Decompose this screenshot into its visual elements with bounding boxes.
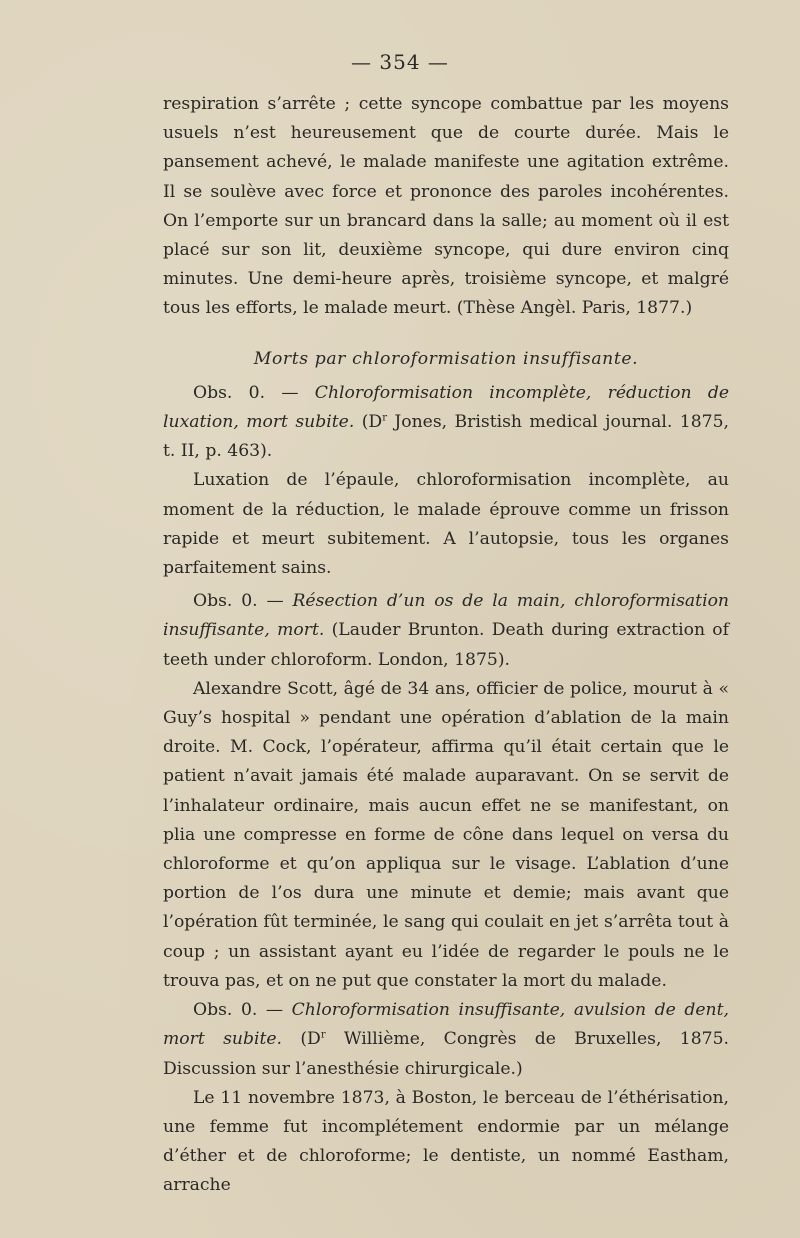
observation-3-prefix: Obs. 0. — [193, 1000, 292, 1021]
observation-1-title: Chloroformisation incomplète, réduction de luxation, mort subite. [163, 382, 729, 433]
observation-3-title: Chloroformisation insuffisante, avulsion de dent, mort subite. [163, 1000, 729, 1050]
observation-3-ref-start: (D [282, 1029, 321, 1050]
observation-3-ref-sup: r [320, 1029, 326, 1041]
observation-2-body: Alexandre Scott, âgé de 34 ans, officier de police, mourut à « Guy’s hospital » pendant une opération d’ablation de la main droite. M. Cock, l’opérateur, affirma qu’il était certain que le patient n’avait jamais été malade auparavant. On se servit de l’inhalateur ordinaire, mais aucun effet ne se manifestant, on plia une compresse en forme de cône dans lequel on versa du chloroforme et qu’on appliqua sur le visage. L’ablation d’une portion de l’os dura une minute et demie; mais avant que l’opération fût terminée, le sang qui coulait en jet s’arrêta tout à coup ; un assistant ayant eu l’idée de regarder le pouls ne le trouva pas, et on ne put que constater la mort du malade. [163, 678, 729, 991]
observation-1-ref-end: Jones, Bristish medical journal. 1875, t. II, p. 463). [163, 412, 729, 462]
observation-2-header [163, 587, 729, 675]
observation-2-ref: (Lauder Brunton. Death during extraction of teeth under chloroform. London, 1875). [163, 620, 729, 670]
paragraph-continuation: respiration s’arrête ; cette syncope combattue par les moyens usuels n’est heureusement que de courte durée. Mais le pansement achevé, le malade manifeste une agitation extrême. Il se soulève avec force et prononce des paroles incohérentes. On l’emporte sur un brancard dans la salle; au moment où il est placé sur son lit, deuxième syncope, qui dure environ cinq minutes. Une demi-heure après, troisième syncope, et malgré tous les efforts, le malade meurt. (Thèse Angèl. Paris, 1877.) [163, 94, 729, 319]
observation-3-ref-end: Willième, Congrès de Bruxelles, 1875. Discussion sur l’anesthésie chirurgicale.) [163, 1029, 729, 1079]
page-number: — 354 — [351, 50, 449, 74]
observation-1-prefix: Obs. 0. — [193, 382, 315, 403]
observation-1-ref-start: (D [354, 412, 383, 433]
observation-1-body: Luxation de l’épaule, chloroformisation incomplète, au moment de la réduction, le malade éprouve comme un frisson rapide et meurt subitement. A l’autopsie, tous les organes parfaitement sains. [163, 470, 729, 579]
observation-3-body: Le 11 novembre 1873, à Boston, le berceau de l’éthérisation, une femme fut incomplétement endormie par un mélange d’éther et de chloroforme; le dentiste, un nommé Eastham, arrache [163, 1087, 729, 1196]
observation-2-prefix: Obs. 0. — [193, 591, 293, 612]
observation-3-header [163, 996, 729, 1084]
page-body [163, 90, 729, 1201]
observation-2-title: Résection d’un os de la main, chloroformisation insuffisante, mort. [163, 591, 729, 641]
observation-1-ref-sup: r [382, 412, 387, 424]
observation-1-header [163, 379, 729, 467]
section-heading: Morts par chloroformisation insuffisante. [253, 348, 639, 369]
